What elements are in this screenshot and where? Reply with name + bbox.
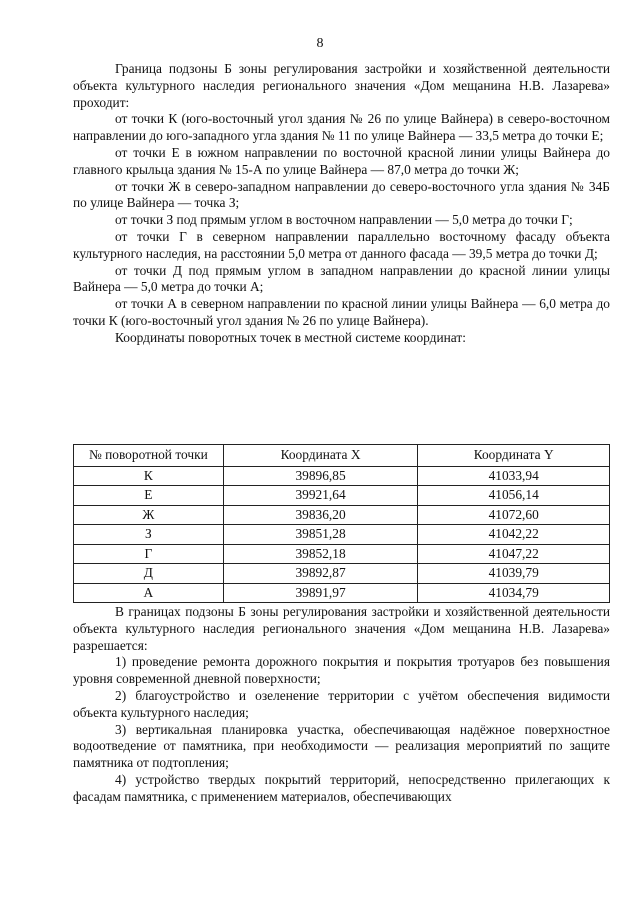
coordinate-x: 39892,87	[223, 564, 418, 584]
permitted-intro: В границах подзоны Б зоны регулирования застройки и хозяйственной деятельности объекта культурного наследия регионального значения «Дом мещанина Н.В. Лазарева» разрешается:	[73, 604, 610, 653]
coordinate-y: 41047,22	[418, 544, 610, 564]
header-coordinate-y: Координата Y	[418, 445, 610, 467]
boundary-step: от точки Д под прямым углом в западном направлении до красной линии улицы Вайнера — 5,0 метра до точки А;	[73, 262, 610, 295]
coordinate-x: 39852,18	[223, 544, 418, 564]
permitted-item: 4) устройство твердых покрытий территорий, непосредственно прилегающих к фасадам памятника, с применением материалов, обеспечивающих	[73, 771, 610, 804]
header-coordinate-x: Координата X	[223, 445, 418, 467]
point-name: Д	[74, 564, 224, 584]
point-name: Г	[74, 544, 224, 564]
boundary-step: от точки Ж в северо-западном направлении до северо-восточного угла здания № 34Б по улице Вайнера — точка З;	[73, 178, 610, 211]
coordinate-x: 39896,85	[223, 466, 418, 486]
coordinate-y: 41056,14	[418, 486, 610, 506]
page-number: 8	[316, 36, 324, 51]
boundary-step: от точки Е в южном направлении по восточной красной линии улицы Вайнера до главного крыльца здания № 15-А по улице Вайнера — 87,0 метра до точки Ж;	[73, 144, 610, 177]
coordinates-title: Координаты поворотных точек в местной системе координат:	[115, 329, 466, 345]
coordinate-x: 39921,64	[223, 486, 418, 506]
permitted-item: 3) вертикальная планировка участка, обеспечивающая надёжное поверхностное водоотведение от памятника, при необходимости — реализация мероприятий по защите памятника от подтопления;	[73, 721, 610, 771]
boundary-step: от точки З под прямым углом в восточном направлении — 5,0 метра до точки Г;	[115, 212, 573, 228]
permitted-activities	[73, 604, 610, 806]
coordinate-y: 41034,79	[418, 583, 610, 603]
coordinate-y: 41033,94	[418, 466, 610, 486]
point-name: А	[74, 583, 224, 603]
permitted-item: 1) проведение ремонта дорожного покрытия и покрытия тротуаров без повышения уровня современной дневной поверхности;	[73, 654, 610, 687]
boundary-step: от точки А в северном направлении по красной линии улицы Вайнера — 6,0 метра до точки К (юго-восточный угол здания № 26 по улице Вайнера).	[73, 296, 610, 328]
boundary-description	[73, 61, 610, 347]
table-row	[74, 466, 610, 486]
table-row	[74, 486, 610, 506]
boundary-step: от точки К (юго-восточный угол здания № 26 по улице Вайнера) в северо-восточном направлении до юго-западного угла здания № 11 по улице Вайнера — 33,5 метра до точки Е;	[73, 111, 610, 144]
point-name: Ж	[74, 505, 224, 525]
point-name: К	[74, 466, 224, 486]
boundary-step: от точки Г в северном направлении параллельно восточному фасаду объекта культурного наследия, на расстоянии 5,0 метра от данного фасада — 39,5 метра до точки Д;	[73, 228, 610, 261]
boundary-intro: Граница подзоны Б зоны регулирования застройки и хозяйственной деятельности объекта культурного наследия регионального значения «Дом мещанина Н.В. Лазарева» проходит:	[73, 61, 610, 110]
coordinate-x: 39851,28	[223, 525, 418, 545]
table-row	[74, 544, 610, 564]
coordinate-y: 41072,60	[418, 505, 610, 525]
coordinate-x: 39836,20	[223, 505, 418, 525]
coordinate-x: 39891,97	[223, 583, 418, 603]
table-header-row	[74, 445, 610, 467]
point-name: Е	[74, 486, 224, 506]
header-point-number: № поворотной точки	[74, 445, 224, 467]
table-row	[74, 583, 610, 603]
coordinate-y: 41039,79	[418, 564, 610, 584]
table-row	[74, 505, 610, 525]
table-row	[74, 525, 610, 545]
permitted-item: 2) благоустройство и озеленение территории с учётом обеспечения видимости объекта культурного наследия;	[73, 687, 610, 720]
point-name: З	[74, 525, 224, 545]
coordinate-y: 41042,22	[418, 525, 610, 545]
coordinates-table	[73, 444, 610, 603]
table-row	[74, 564, 610, 584]
